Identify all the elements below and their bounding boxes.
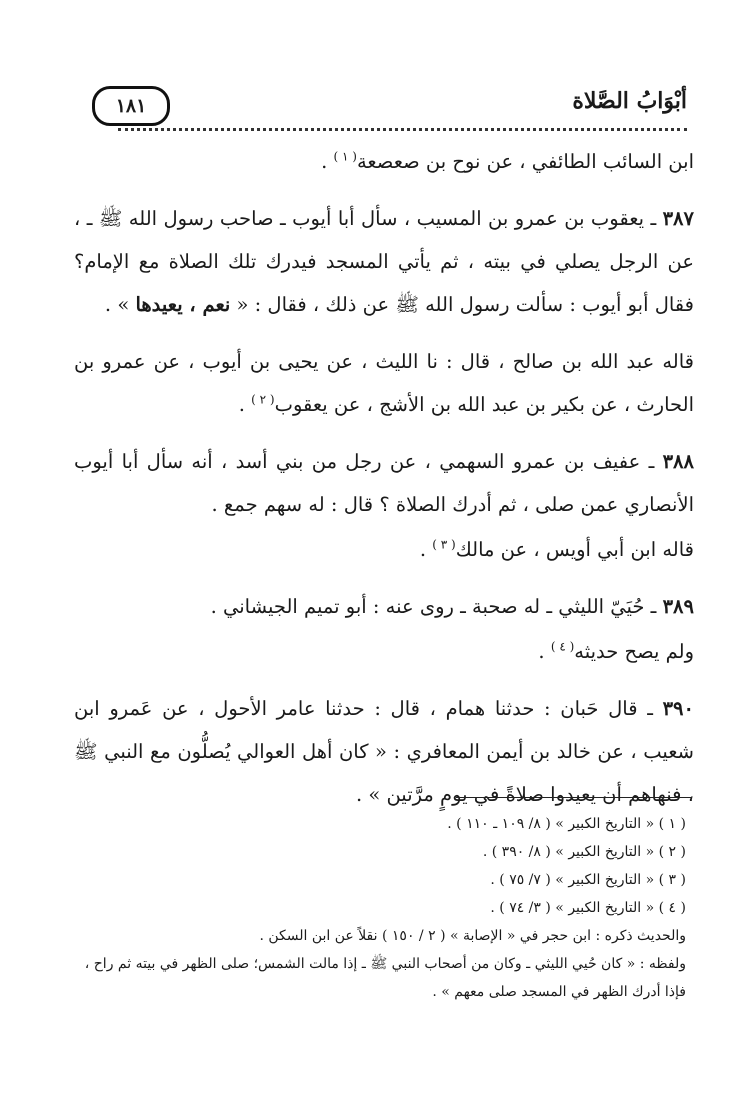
paragraph-continuation: [74, 140, 694, 183]
footnote-4: ( ٤ ) « التاريخ الكبير » ( ٣/ ٧٤ ) .: [490, 900, 686, 916]
footnote-marker: ( ١ ): [333, 149, 357, 164]
highlighted-text: نعم ، يعيدها: [135, 293, 231, 316]
hadith-389: [74, 585, 694, 628]
footnote-1: ( ١ ) « التاريخ الكبير » ( ٨/ ١٠٩ ـ ١١٠ ) .: [447, 816, 686, 832]
paragraph-text: ـ عفيف بن عمرو السهمي ، عن رجل من بني أسد ، أنه سأل أبا أيوب الأنصاري عمن صلى ، ثم أدرك الصلاة ؟ قال : له سهم جمع .: [74, 450, 694, 516]
footnote-note: ولفظه : « كان حُيي الليثي ـ وكان من أصحاب النبي ﷺ ـ إذا مالت الشمس؛ صلى الظهر في بيته ثم راح ، فإذا أدرك الظهر في المسجد صلى معهم » .: [84, 956, 686, 1000]
paragraph-end: .: [238, 393, 252, 416]
hadith-number: ٣٨٧: [662, 207, 694, 230]
paragraph-text: ـ يعقوب بن عمرو بن المسيب ، سأل أبا أيوب ـ صاحب رسول الله ﷺ ـ ، عن الرجل يصلي في بيته ، ثم يأتي المسجد فيدرك تلك الصلاة مع الإمام؟ فقال أبو أيوب : سألت رسول الله ﷺ عن ذلك ، فقال : «: [74, 207, 694, 316]
header-divider: [118, 128, 687, 135]
footnote-note: والحديث ذكره : ابن حجر في « الإصابة » ( ٢ / ١٥٠ ) نقلاً عن ابن السكن .: [259, 928, 686, 944]
footnote-marker: ( ٤ ): [550, 639, 575, 654]
footnote-marker: ( ٢ ): [251, 392, 275, 407]
paragraph-end: .: [538, 640, 551, 663]
narration-note: [74, 630, 694, 673]
hadith-number: ٣٨٨: [662, 450, 694, 473]
paragraph-end: » .: [104, 293, 136, 316]
paragraph-text: ولم يصح حديثه: [574, 640, 694, 663]
paragraph-text: ابن السائب الطائفي ، عن نوح بن صعصعة: [356, 150, 694, 173]
footnote-2: ( ٢ ) « التاريخ الكبير » ( ٨/ ٣٩٠ ) .: [482, 844, 686, 860]
main-text: [74, 140, 694, 830]
paragraph-text: ـ قال حَبان : حدثنا همام ، قال : حدثنا عامر الأحول ، عن عَمرو ابن شعيب ، عن خالد بن أيمن المعافري : « كان أهل العوالي يُصلُّون مع النبي ﷺ ، فنهاهم أن يعيدوا صلاةً في يومٍ مرَّتين » .: [74, 697, 694, 806]
narration-note: [74, 528, 694, 571]
paragraph-end: .: [419, 538, 433, 561]
hadith-388: [74, 440, 694, 526]
footnotes: [80, 810, 686, 1006]
hadith-387: [74, 197, 694, 326]
hadith-number: ٣٩٠: [662, 697, 694, 720]
page-header: [92, 86, 687, 128]
footnote-3: ( ٣ ) « التاريخ الكبير » ( ٧/ ٧٥ ) .: [490, 872, 686, 888]
narration-note: [74, 340, 694, 426]
page-number-badge: ١٨١: [92, 86, 170, 126]
hadith-number: ٣٨٩: [662, 595, 694, 618]
footnote-marker: ( ٣ ): [432, 537, 456, 552]
footnote-divider: [456, 797, 692, 798]
chapter-title: أبْوَابُ الصَّلاة: [572, 88, 687, 114]
paragraph-text: قاله عبد الله بن صالح ، قال : نا الليث ، عن يحيى بن أيوب ، عن عمرو بن الحارث ، عن بكير بن عبد الله بن الأشج ، عن يعقوب: [74, 350, 694, 416]
paragraph-text: ـ حُيَيّ الليثي ـ له صحبة ـ روى عنه : أبو تميم الجيشاني .: [210, 595, 663, 618]
paragraph-end: .: [321, 150, 334, 173]
paragraph-text: قاله ابن أبي أويس ، عن مالك: [455, 538, 694, 561]
